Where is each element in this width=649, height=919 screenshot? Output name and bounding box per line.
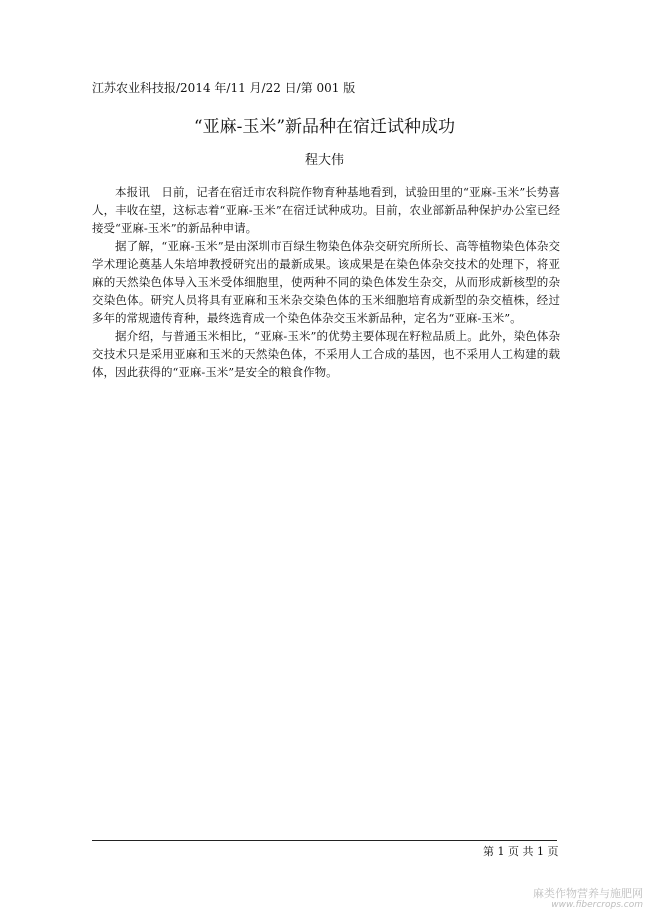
paragraph-2: 据了解，“亚麻-玉米”是由深圳市百绿生物染色体杂交研究所所长、高等植物染色体杂交学术理论奠基人朱培坤教授研究出的最新成果。该成果是在染色体杂交技术的处理下，将亚麻的天然染色体导入玉米受体细胞里，使两种不同的染色体发生杂交，从而形成新核型的杂交染色体。研究人员将具有亚麻和玉米杂交染色体的玉米细胞培育成新型的杂交植株，经过多年的常规遗传育种，最终选育成一个染色体杂交玉米新品种，定名为“亚麻-玉米”。 <box>92 239 560 325</box>
site-watermark <box>515 887 643 911</box>
footer-divider <box>92 840 557 841</box>
article-title: “亚麻-玉米”新品种在宿迁试种成功 <box>193 117 456 137</box>
page-number: 第 1 页 共 1 页 <box>483 845 559 858</box>
watermark-url: www.fibercrops.com <box>551 900 643 910</box>
source-line: 江苏农业科技报/2014 年/11 月/22 日/第 001 版 <box>92 81 356 95</box>
paragraph-1: 本报讯 日前，记者在宿迁市农科院作物育种基地看到，试验田里的“亚麻-玉米”长势喜人，丰收在望，这标志着“亚麻-玉米”在宿迁试种成功。目前，农业部新品种保护办公室已经接受“亚麻-玉米”的新品种申请。 <box>92 185 560 235</box>
watermark-text: 麻类作物营养与施肥网 <box>533 887 643 900</box>
paragraph-3: 据介绍，与普通玉米相比，“亚麻-玉米”的优势主要体现在籽粒品质上。此外，染色体杂交技术只是采用亚麻和玉米的天然染色体，不采用人工合成的基因，也不采用人工构建的载体，因此获得的“亚麻-玉米”是安全的粮食作物。 <box>92 329 560 379</box>
article-body <box>92 183 560 381</box>
article-author: 程大伟 <box>304 153 344 168</box>
